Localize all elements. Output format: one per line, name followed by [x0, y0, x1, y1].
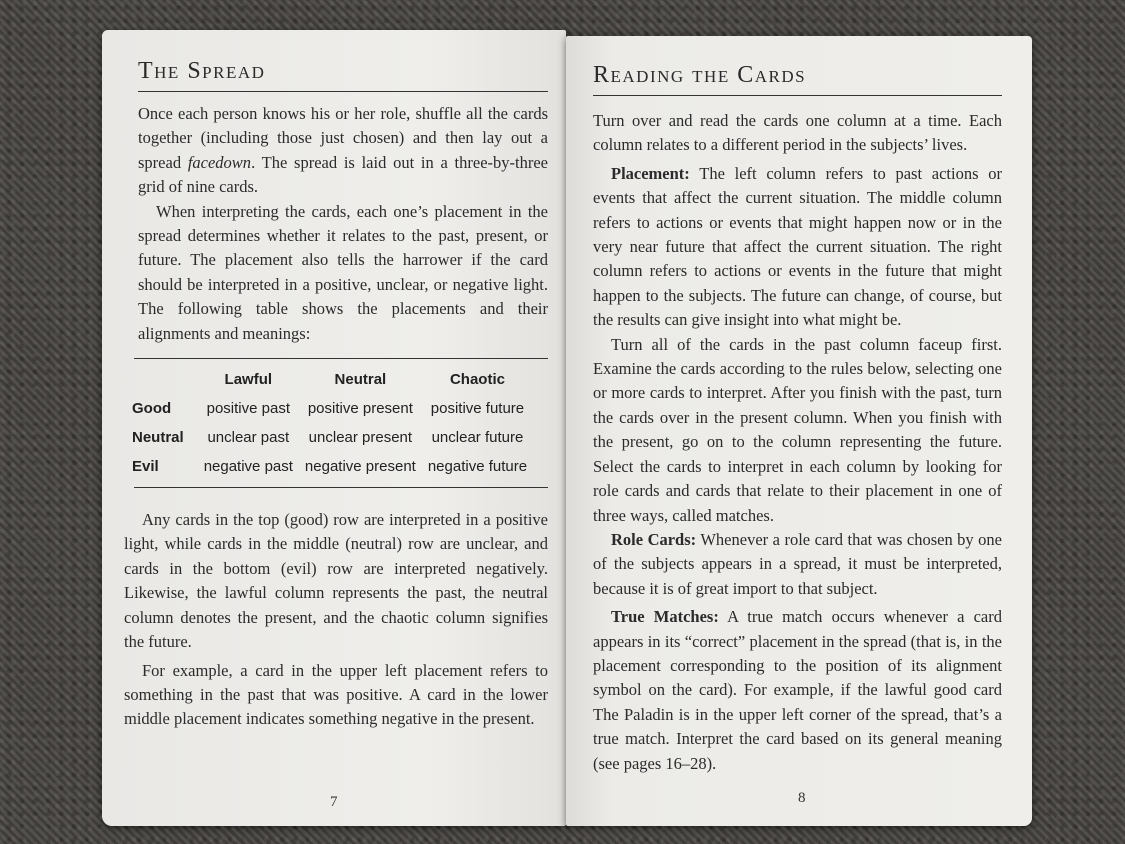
table-row — [130, 452, 533, 481]
table-cell: unclear present — [308, 429, 413, 447]
paragraph-true-matches: True Matches: A true match occurs whenever a card appears in its “correct” placement in the spread (that is, in the placement corresponding to the position of its alignment symbol on the card). For example, if the lawful good card The Paladin is in the upper left corner of the spread, that’s a true match. Interpret the card based on its general meaning (see pages 16–28). — [593, 607, 1002, 773]
table-cell: unclear past — [207, 429, 290, 447]
left-intro-text — [138, 102, 548, 346]
right-body-text — [593, 109, 1002, 776]
paragraph-example: For example, a card in the upper left placement refers to something in the past that was positive. A card in the lower middle placement indicates something negative in the present. — [124, 660, 548, 729]
table-cell: positive future — [430, 400, 525, 418]
table-cell: positive present — [307, 400, 413, 418]
paragraph-placement: Placement: The left column refers to past actions or events that affect the current situation. The middle column refers to actions or events that might happen now or in the very near future that affect the current situation. The right column refers to actions or events in the future that might happen to the subjects. The future can change, of course, but the results can give insight into what might be. — [593, 163, 1002, 330]
role-cards-label: Role Cards: — [611, 529, 697, 549]
table-row-header: Good — [132, 400, 172, 418]
paragraph-shuffle: Once each person knows his or her role, shuffle all the cards together (including those just chosen) and then lay out a spread facedown. The spread is laid out in a three-by-three grid of nine cards. — [138, 104, 548, 197]
table-bottom-rule — [134, 487, 548, 488]
table-header-cell — [130, 367, 198, 394]
section-heading-reading: Reading the Cards — [593, 62, 1002, 96]
paragraph-turn-cards: Turn all of the cards in the past column faceup first. Examine the cards according to the rules below, selecting one or more cards to interpret. After you finish with the past, turn the cards over in the present column. When you finish with the present, go on to the column representing the future. Select the cards to interpret in each column by looking for role cards and cards that relate to their placement in one of three ways, called matches. — [593, 334, 1002, 525]
left-page — [102, 30, 566, 826]
page-number: 7 — [330, 794, 338, 810]
table-row — [130, 423, 533, 452]
table-row-header: Neutral — [132, 429, 184, 447]
section-heading-spread: The Spread — [138, 58, 548, 92]
left-body-text — [124, 508, 548, 732]
table-cell: negative future — [427, 458, 528, 476]
alignment-table — [130, 367, 533, 481]
table-header-cell: Neutral — [334, 371, 387, 389]
paragraph-columns: Turn over and read the cards one column at a time. Each column relates to a different period in the subjects’ lives. — [593, 111, 1002, 155]
placement-label: Placement: — [611, 163, 690, 183]
table-top-rule — [134, 358, 548, 359]
table-cell: unclear future — [431, 429, 524, 447]
paragraph-rows-columns: Any cards in the top (good) row are interpreted in a positive light, while cards in the middle (neutral) row are unclear, and cards in the bottom (evil) row are interpreted negatively. Likewise, the lawful column represents the past, the neutral column denotes the present, and the chaotic column signifies the future. — [124, 510, 548, 652]
table-header-row — [130, 367, 533, 394]
table-cell: positive past — [206, 400, 290, 418]
table-row-header: Evil — [132, 458, 159, 476]
paragraph-role-cards: Role Cards: Whenever a role card that was chosen by one of the subjects appears in a spread, it must be interpreted, because it is of great import to that subject. — [593, 529, 1003, 598]
right-page — [566, 36, 1032, 826]
table-header-cell: Chaotic — [449, 371, 505, 389]
table-cell: negative present — [304, 458, 416, 476]
paragraph-interpreting: When interpreting the cards, each one’s placement in the spread determines whether it relates to the past, present, or future. The placement also tells the harrower if the card should be interpreted in a positive, unclear, or negative light. The following table shows the placements and their alignments and meanings: — [138, 201, 548, 343]
table-row — [130, 394, 533, 423]
table-header-cell: Lawful — [224, 371, 273, 389]
page-number: 8 — [798, 790, 806, 806]
true-matches-label: True Matches: — [611, 607, 719, 627]
table-cell: negative past — [203, 458, 293, 476]
